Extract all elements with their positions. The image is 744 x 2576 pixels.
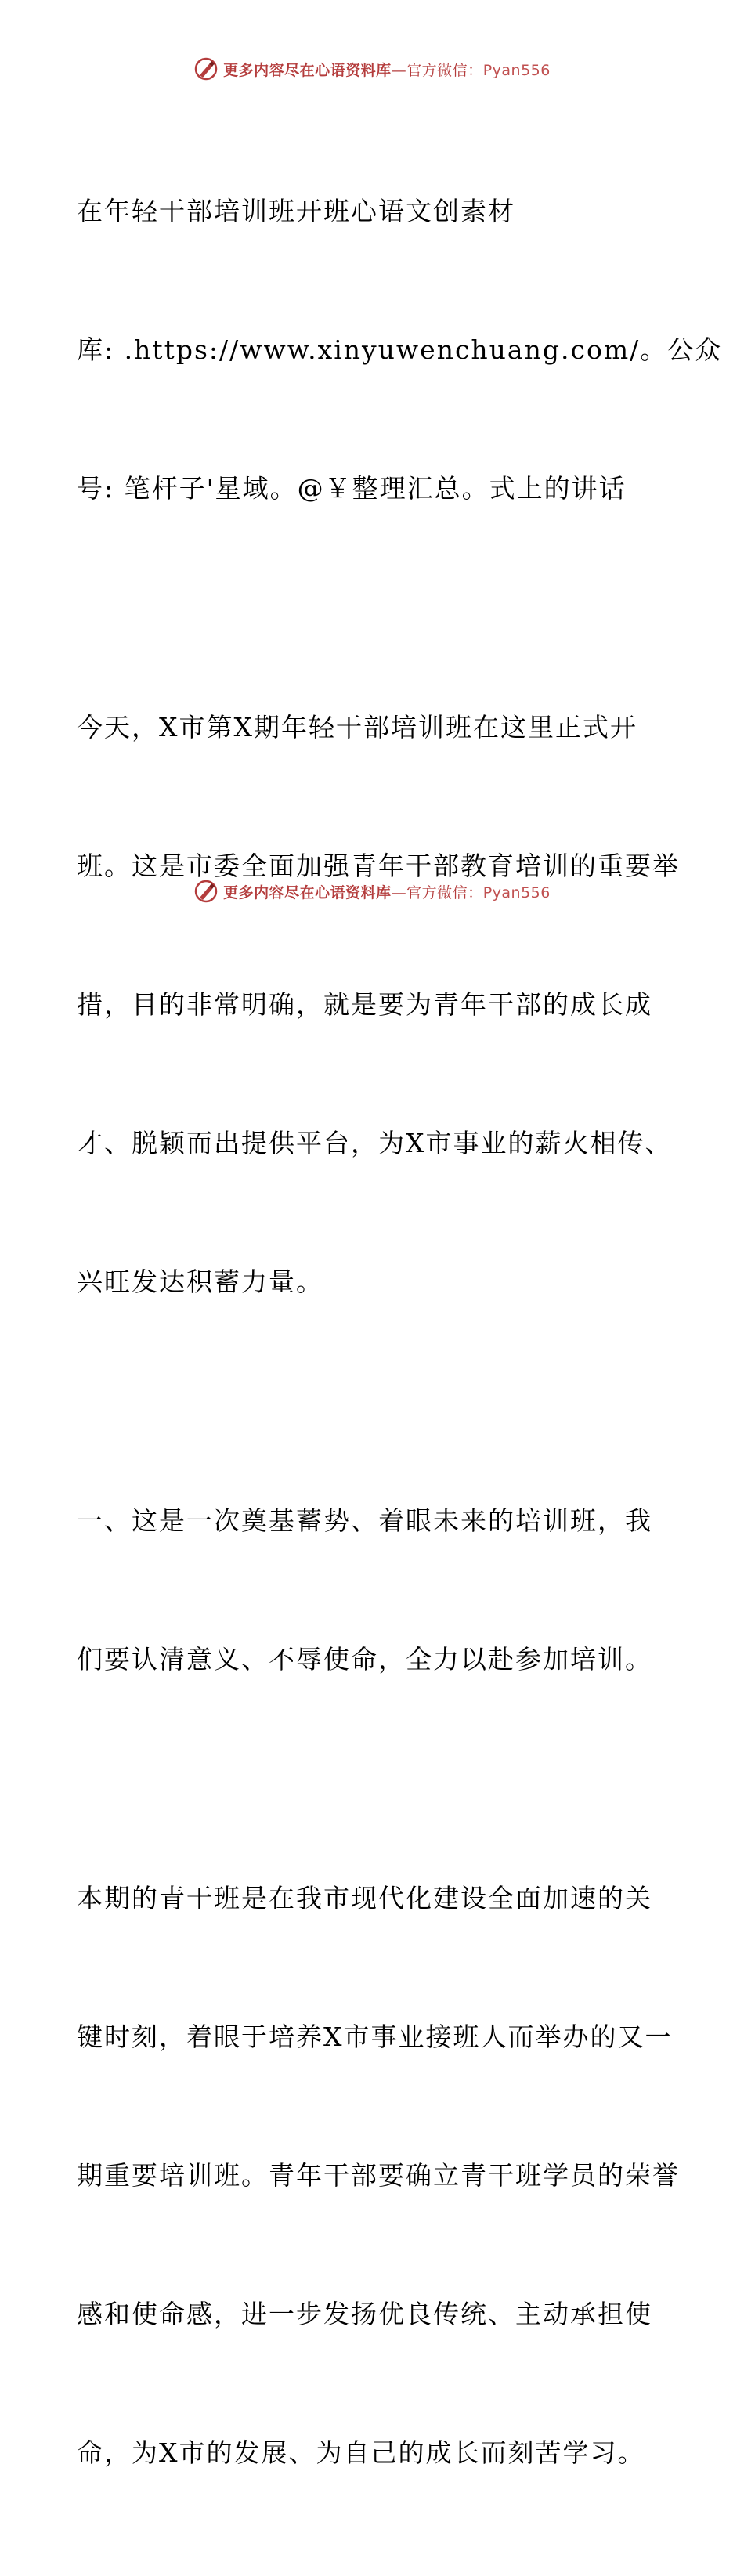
text-line: 班。这是市委全面加强青年干部教育培训的重要举 <box>77 851 680 881</box>
header-banner <box>0 56 744 81</box>
banner-text <box>223 881 551 902</box>
text-line: 兴旺发达积蓄力量。 <box>77 1266 323 1297</box>
document-body <box>77 96 723 2576</box>
banner-text <box>223 59 551 80</box>
text-line: 才、脱颖而出提供平台，为X市事业的薪火相传、 <box>77 1128 673 1158</box>
banner-separator: — <box>391 883 407 901</box>
footer-banner <box>0 879 744 904</box>
banner-wechat-label: 官方微信： <box>406 61 483 79</box>
text-line: 一、这是一次奠基蓄势、着眼未来的培训班，我 <box>77 1505 652 1536</box>
text-line: 感和使命感，进一步发扬优良传统、主动承担使 <box>77 2299 652 2329</box>
pen-logo-icon <box>193 56 219 81</box>
text-line: 们要认清意义、不辱使命，全力以赴参加培训。 <box>77 1644 652 1675</box>
banner-title: 更多内容尽在心语资料库 <box>223 61 392 79</box>
paragraph-section-one <box>77 1405 672 1775</box>
pen-logo-icon <box>193 879 219 904</box>
text-line: 命，为X市的发展、为自己的成长而刻苦学习。 <box>77 2437 645 2468</box>
text-line: 措，目的非常明确，就是要为青年干部的成长成 <box>77 989 652 1020</box>
banner-wechat-id: Pyan556 <box>482 61 551 79</box>
paragraph-title <box>77 96 723 604</box>
text-line: 本期的青干班是在我市现代化建设全面加速的关 <box>77 1883 652 1913</box>
paragraph-body <box>77 1783 680 2568</box>
text-line: 期重要培训班。青年干部要确立青干班学员的荣誉 <box>77 2160 680 2191</box>
text-line: 键时刻，着眼于培养X市事业接班人而举办的又一 <box>77 2021 673 2052</box>
text-line: 今天，X市第X期年轻干部培训班在这里正式开 <box>77 712 637 742</box>
banner-title: 更多内容尽在心语资料库 <box>223 883 392 901</box>
banner-wechat-id: Pyan556 <box>482 883 551 901</box>
text-line: 号: 笔杆子'星域。@￥整理汇总。式上的讲话 <box>77 473 627 504</box>
banner-separator: — <box>391 61 407 79</box>
paragraph-intro <box>77 612 680 1397</box>
banner-wechat-label: 官方微信： <box>406 883 483 901</box>
text-line: 在年轻干部培训班开班心语文创素材 <box>77 196 515 226</box>
text-line: 库: .https://www.xinyuwenchuang.com/。公众 <box>77 334 723 365</box>
